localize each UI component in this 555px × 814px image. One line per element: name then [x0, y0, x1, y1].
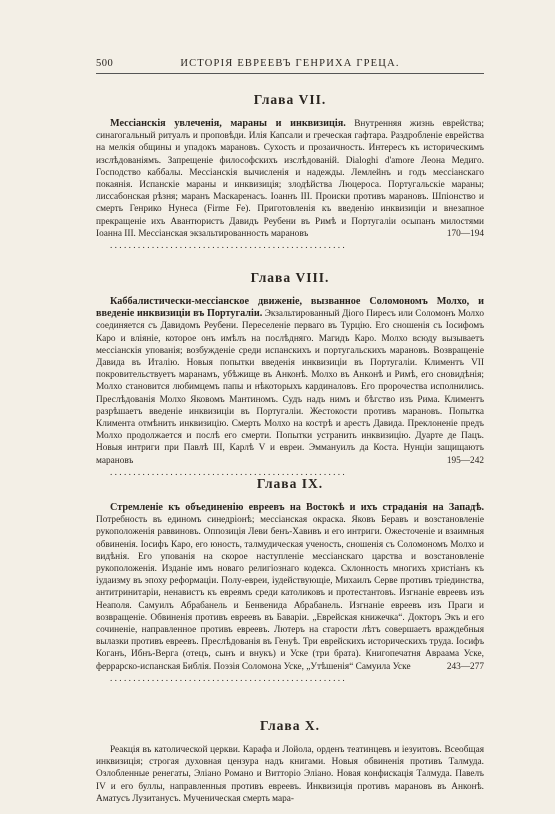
chapter-text: Внутренняя жизнь еврейства; синагогальный ритуалъ и проповѣди. Илія Капсали и греческая гафтара. Раздробленіе еврейства на мелкія общины и упадокъ марановъ. Сухость и прозаичность. Интересъ къ историческимъ изслѣдованіямъ. Запрещеніе философскихъ изслѣдованій. Dialoghi d'amore Леона Медиго. Господство каббалы. Мессіанскія вычисленія и надежды. Лемлейнъ и годъ мессіанскаго покаянія. Испанскіе мараны и инквизиція; злодѣйства Люцероса. Португальскіе мараны; лиссабонская рѣзня; маранъ Маскаренасъ. Іоаннъ III. Происки противъ марановъ. Шпіонство и смерть Генрико Нунеса (Firme Fe). Приготовленія къ введенію инквизиціи и внезапное прекращеніе ихъ Авантюристъ Давидъ Реубени въ Римѣ и Португаліи осыпанъ милостями Іоанна III. Мессіанская экзальтированность марановъ	[96, 119, 484, 239]
chapter-lead: Каббалистически-мессіанское движеніе, вызванное Соломономъ Молхо, и введеніе инквизиціи въ Португаліи.	[96, 296, 484, 320]
chapter-title: Глава VIII.	[250, 270, 330, 285]
chapter-text: Экзальтированный Діого Пиресъ или Соломонъ Молхо соединяется съ Давидомъ Реубени. Переселеніе перваго въ Турцію. Его сношенія съ Іосифомъ Каро и вліяніе, которое онъ имѣлъ на послѣдняго. Магидъ Каро. Молхо всюду вызываетъ мессіанскія упованія; возбужденіе среди испанскихъ и португальскихъ марановъ. Возвращеніе Давида въ Италію. Новыя попытки введенія инквизиціи въ Португаліи. Климентъ VII покровительствуетъ маранамъ, убѣжище въ Анконѣ. Молхо въ Анконѣ и Римѣ, его сновидѣнія; Молхо становится любимцемъ папы и нѣкоторыхъ кардиналовъ. Его пророчества исполнились. Преслѣдованія Молхо Яковомъ Мантиномъ. Судъ надъ нимъ и бѣгство изъ Рима. Климентъ разрѣшаетъ введеніе инквизиціи въ Португаліи. Жестокости противъ марановъ. Попытка Климента отмѣнить инквизицію. Смерть Молхо на кострѣ и арестъ Давида. Преклоненіе предъ Молхо продолжается и послѣ его смерти. Попытки устранить инквизицію. Дуарте де Пацъ. Новыя интриги при Павлѣ III, Карлѣ V и евреи. Эммануилъ да Коста. Нунціи защищаютъ марановъ	[96, 309, 485, 466]
page-range: 195—242	[429, 455, 484, 467]
dot-leader: . . . . . . . . . . . . . . . . . . . . . . . . . . . . . . . . . . . . . . . . . . . . . . . . . . .	[110, 467, 345, 478]
page-range: 170—194	[429, 228, 484, 240]
chapter-8	[96, 270, 484, 479]
toc-entry-end	[96, 228, 484, 252]
chapter-summary	[96, 744, 484, 805]
dot-leader: . . . . . . . . . . . . . . . . . . . . . . . . . . . . . . . . . . . . . . . . . . . . . . . . . . .	[110, 673, 345, 684]
page-number: 500	[96, 58, 114, 69]
chapter-lead: Стремленіе къ объединенію евреевъ на Востокѣ и ихъ страданія на Западѣ.	[110, 502, 484, 513]
chapter-summary	[96, 296, 484, 479]
chapter-lead: Мессіанскія увлеченія, мараны и инквизиція.	[110, 118, 346, 129]
header-rule	[96, 73, 484, 74]
dot-leader: . . . . . . . . . . . . . . . . . . . . . . . . . . . . . . . . . . . . . . . . . . . . . . . . . . .	[110, 241, 345, 252]
chapter-title: Глава IX.	[256, 476, 324, 491]
toc-entry-end	[96, 661, 484, 685]
chapter-summary	[96, 118, 484, 252]
chapter-title: Глава VII.	[253, 92, 327, 107]
running-title: ИСТОРІЯ ЕВРЕЕВЪ ГЕНРИХА ГРЕЦА.	[180, 58, 400, 69]
chapter-text: Потребность въ единомъ синедріонѣ; мессіанская окраска. Яковъ Беравъ и возстановленіе рукоположенія раввиновъ. Оппозиція Леви бенъ-Хавивъ и его интриги. Ожесточеніе и взаимныя обвиненія. Іосифъ Каро, его юность, талмудическая ученость, сношенія съ Соломономъ Молхо и видѣнія. Его упованія на скорое наступленіе мессіанскаго царства и возстановленіе рукоположенія. Изданіе имъ новаго религіознаго кодекса. Склонность многихъ христіанъ къ іудаизму въ эпоху реформаціи. Полу-евреи, іудействующіе, Михаилъ Серве противъ тріединства, антитринитаріи, ненавистъ къ евреямъ среди католиковъ и протестантовъ. Изгнаніе евреевъ изъ Неаполя. Самуилъ Абрабанель и Бенвенида Абрабанель. Изгнаніе евреевъ изъ Праги и возвращеніе. Обвиненія противъ евреевъ въ Баваріи. „Еврейская книжечка“. Докторъ Экъ и его сочиненіе, направленное противъ евреевъ. Лютеръ на старости лѣтъ совершаетъ враждебныя вылазки противъ евреевъ. Преслѣдованія въ Генуѣ. Три еврейскихъ историческихъ труда. Іосифъ Коганъ, Ибнъ-Верга (отецъ, сынъ и внукъ) и Уске (три брата). Книгопечатня Авраама Уске, феррарско-испанская Библія. Поэзія Соломона Уске, „Утѣшенія“ Самуила Уске	[96, 515, 484, 672]
chapter-9	[96, 476, 484, 685]
chapter-summary	[96, 502, 484, 685]
chapter-7	[96, 92, 484, 252]
chapter-title: Глава X.	[260, 718, 320, 733]
chapter-text: Реакція въ католической церкви. Карафа и Лойола, орденъ театинцевъ и іезуитовъ. Всеобщая инквизиція; строгая духовная цензура надъ книгами. Новыя обвиненія противъ Талмуда. Озлобленные ренегаты, Эліано Романо и Витторіо Эліано. Новая конфискація Талмуда. Павелъ IV и его буллы, направленныя противъ евреевъ. Инквизиція противъ марановъ въ Анконѣ. Аматусъ Лузитанусъ. Мученическая смерть мара-	[96, 745, 484, 804]
page-range: 243—277	[429, 661, 484, 673]
chapter-10	[96, 718, 484, 805]
